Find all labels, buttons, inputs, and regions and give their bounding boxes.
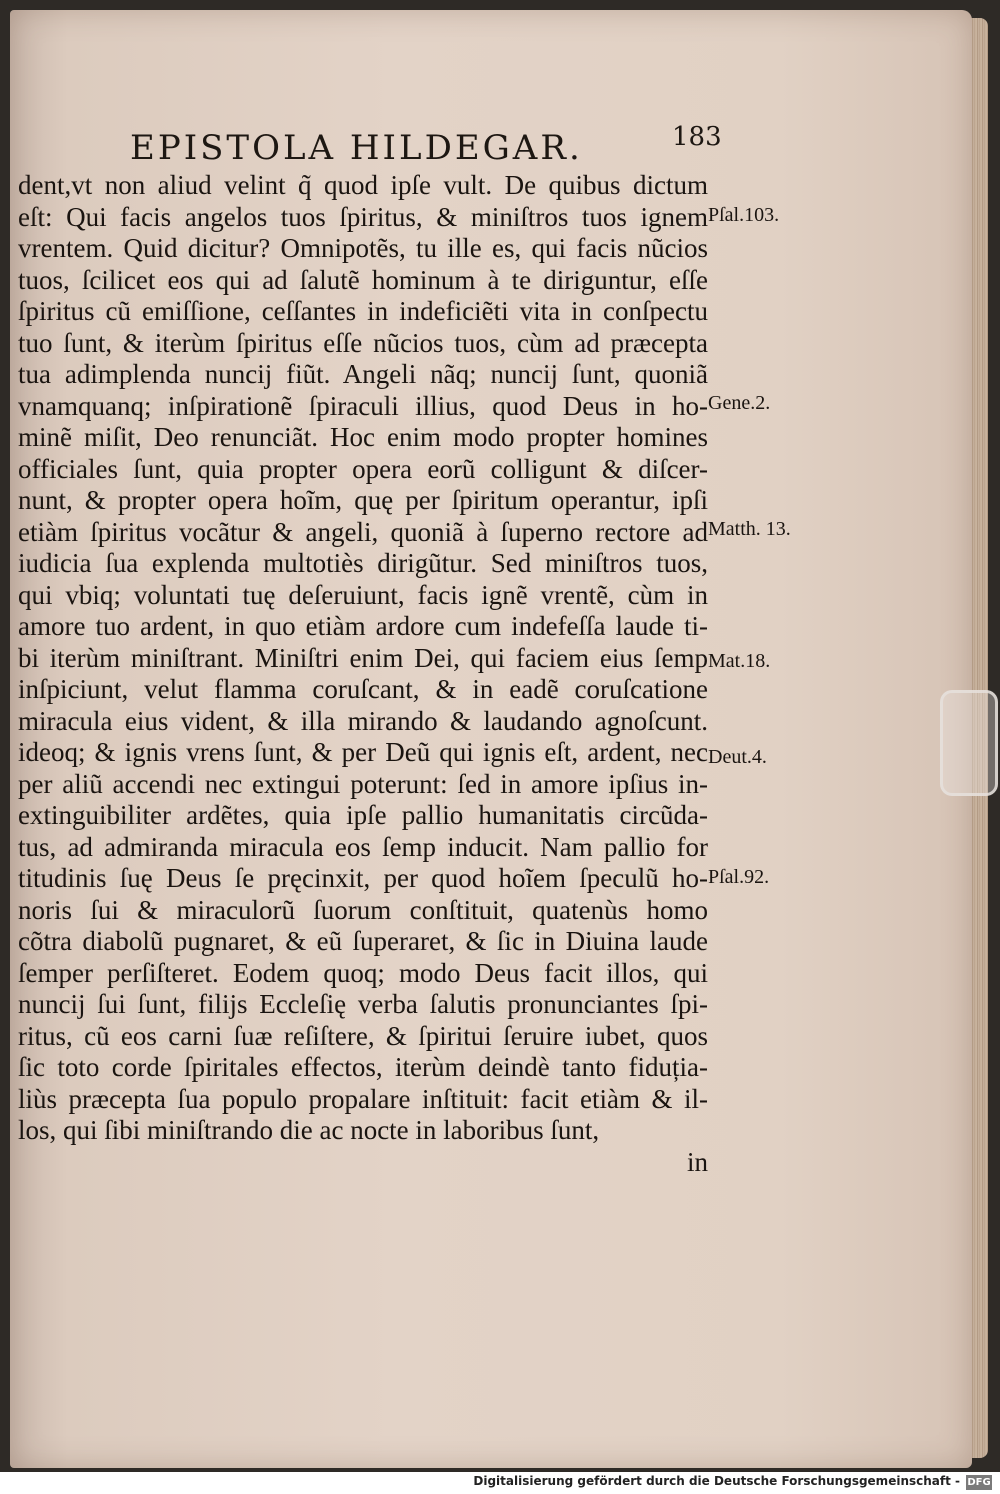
text-line: ſemper perſiſteret. Eodem quoq; modo Deus facit illos, qui [18, 957, 708, 988]
text-line: inſpiciunt, velut flamma coruſcant, & in eadẽ coruſcatione [18, 674, 708, 704]
text-line: minẽ miſit, Deo renunciãt. Hoc enim modo propter homines [18, 422, 708, 452]
text-line: amore tuo ardent, in quo etiàm ardore cum indefeſſa laude ti- [18, 611, 708, 641]
text-line: tua adimplenda nuncij fiũt. Angeli nãq; nuncij ſunt, quoniã [18, 359, 708, 389]
text-line: ideoq; & ignis vrens ſunt, & per Deũ qui ignis eſt, ardent, nec [18, 737, 708, 767]
margin-note: Pſal.92. [708, 866, 770, 888]
margin-note: Mat.18. [708, 650, 771, 672]
text-line: los, qui ſibi miniſtrando die ac nocte in laboribus ſunt, [18, 1115, 600, 1145]
text-line: dent,vt non aliud velint q̃ quod ipſe vult. De quibus dictum [18, 170, 708, 200]
text-line: titudinis ſuę Deus ſe pręcinxit, per quod hoĩem ſpeculũ ho- [18, 863, 708, 893]
text-line: iudicia ſua explenda multotiès dirigũtur. Sed miniſtros tuos, [18, 548, 708, 578]
text-line: officiales ſunt, quia propter opera eorũ colligunt & diſcer- [18, 453, 708, 484]
text-line: miracula eius vident, & illa mirando & laudando agnoſcunt. [18, 705, 708, 736]
text-line: tuo ſunt, & iterùm ſpiritus eſſe nũcios tuos, cùm ad præcepta [18, 327, 708, 358]
text-line: vrentem. Quid dicitur? Omnipotẽs, tu ille es, qui facis nũcios [18, 233, 708, 263]
plastic-clip [940, 690, 998, 796]
margin-note: Gene.2. [708, 392, 771, 414]
text-line: ſpiritus cũ emiſſione, ceſſantes in indeficiẽti vita in conſpectu [18, 296, 708, 326]
margin-note: Pſal.103. [708, 204, 780, 226]
catchword: in [686, 1146, 708, 1177]
text-line: nunt, & propter opera hoĩm, quę per ſpiritum operantur, ipſi [18, 485, 708, 515]
text-line: qui vbiq; voluntati tuę deſeruiunt, facis ignẽ vrentẽ, cùm in [18, 579, 708, 610]
text-line: vnamquanq; inſpirationẽ ſpiraculi illius, quod Deus in ho- [18, 390, 708, 421]
text-line: ſic toto corde ſpiritales effectos, iterùm deindè tanto fiduția- [18, 1052, 708, 1082]
running-head: EPISTOLA HILDEGAR. [130, 128, 583, 168]
margin-note: Matth. 13. [708, 518, 791, 540]
text-line: etiàm ſpiritus vocãtur & angeli, quoniã à ſuperno rectore ad [18, 516, 708, 547]
margin-note: Deut.4. [708, 746, 767, 768]
funding-credit: Digitalisierung gefördert durch die Deutsche Forschungsgemeinschaft - [473, 1474, 960, 1488]
text-line: liùs præcepta ſua populo propalare inſtituit: facit etiàm & il- [18, 1083, 708, 1114]
body-text [18, 170, 708, 1178]
text-line: extinguibiliter ardẽtes, quia ipſe pallio humanitatis circũda- [18, 800, 708, 830]
text-line: ritus, cũ eos carni ſuæ reſiſtere, & ſpiritui ſeruire iubet, quos [18, 1020, 708, 1051]
text-line: nuncij ſui ſunt, filijs Eccleſię verba ſalutis pronunciantes ſpi- [18, 989, 708, 1019]
page-number: 183 [672, 122, 722, 152]
text-line: tuos, ſcilicet eos qui ad ſalutẽ hominum à te diriguntur, eſſe [18, 264, 708, 295]
text-line: cõtra diabolũ pugnaret, & eũ ſuperaret, & ſic in Diuina laude [18, 926, 708, 956]
dfg-logo: DFG [967, 1477, 991, 1488]
footer-bar [0, 1472, 1000, 1494]
text-line: tus, ad admiranda miracula eos ſemp inducit. Nam pallio for [18, 831, 708, 862]
text-line: noris ſui & miraculorũ ſuorum conſtituit, quatenùs homo [18, 894, 708, 925]
text-line: per aliũ accendi nec extingui poterunt: ſed in amore ipſius in- [18, 768, 708, 799]
text-line: bi iterùm miniſtrant. Miniſtri enim Dei, qui faciem eius ſemp [18, 642, 708, 673]
text-line: eſt: Qui facis angelos tuos ſpiritus, & miniſtros tuos ignem [18, 201, 708, 232]
